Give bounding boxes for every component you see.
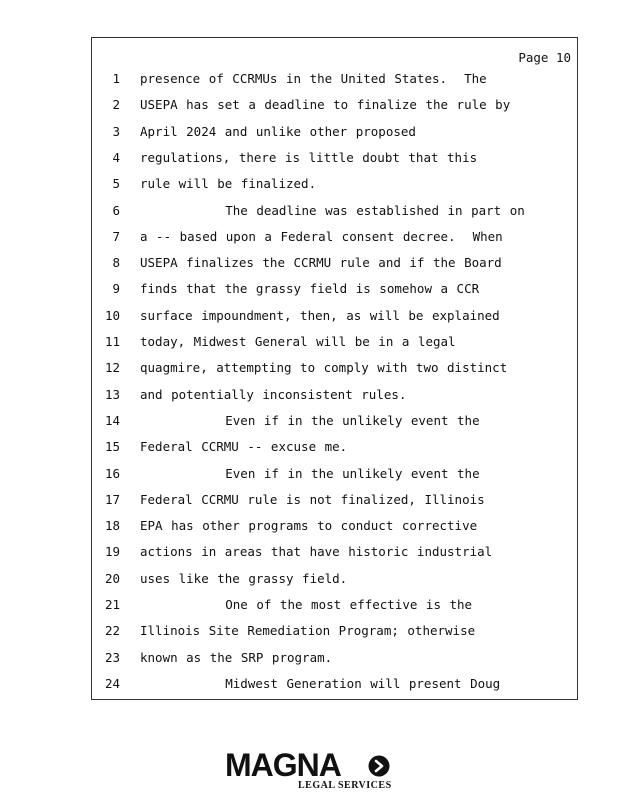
line-text: presence of CCRMUs in the United States. The (140, 71, 487, 86)
line-text: today, Midwest General will be in a legal (140, 334, 456, 349)
transcript-line (92, 385, 577, 405)
line-text: quagmire, attempting to comply with two distinct (140, 360, 508, 376)
line-number: 20 (104, 570, 120, 586)
line-number: 2 (112, 97, 120, 113)
transcript-line (92, 174, 577, 194)
transcript-line (92, 437, 577, 457)
line-text: Even if in the unlikely event the (140, 465, 480, 481)
line-number: 21 (104, 597, 120, 612)
line-text: known as the SRP program. (140, 649, 333, 665)
line-text: Illinois Site Remediation Program; otherwise (140, 623, 476, 639)
line-number: 18 (104, 518, 120, 534)
line-number: 8 (112, 255, 120, 271)
transcript-line (92, 279, 577, 299)
line-number: 16 (104, 465, 120, 481)
transcript-line (92, 69, 577, 89)
transcript-line (92, 358, 577, 378)
transcript-line (92, 332, 577, 352)
transcript-line (92, 542, 577, 562)
transcript-line (92, 621, 577, 641)
magna-logo (225, 748, 405, 793)
line-number: 4 (112, 149, 120, 165)
line-number: 1 (112, 71, 120, 86)
transcript-line (92, 569, 577, 589)
transcript-line (92, 490, 577, 510)
line-number: 11 (104, 334, 120, 349)
transcript-page (91, 37, 578, 700)
line-number: 3 (112, 123, 120, 139)
line-text: uses like the grassy field. (140, 570, 348, 586)
transcript-line (92, 464, 577, 484)
line-number: 22 (104, 623, 120, 639)
transcript-line (92, 411, 577, 431)
transcript-line (92, 595, 577, 615)
transcript-line (92, 95, 577, 115)
line-number: 6 (112, 202, 120, 218)
line-number: 10 (104, 307, 120, 323)
line-number: 17 (104, 491, 120, 507)
line-text: Even if in the unlikely event the (140, 412, 480, 428)
line-number: 23 (104, 649, 120, 665)
line-text: The deadline was established in part on (140, 202, 525, 218)
page-number: Page 10 (518, 50, 571, 65)
line-text: finds that the grassy field is somehow a CCR (140, 281, 480, 297)
line-text: USEPA has set a deadline to finalize the rule by (140, 97, 511, 113)
line-number: 13 (104, 386, 120, 402)
line-text: surface impoundment, then, as will be explained (140, 307, 500, 323)
line-number: 12 (104, 360, 120, 376)
line-number: 19 (104, 544, 120, 560)
line-text: a -- based upon a Federal consent decree. When (140, 228, 503, 244)
line-text: actions in areas that have historic industrial (140, 544, 493, 560)
line-text: Federal CCRMU -- excuse me. (140, 439, 348, 455)
line-text: USEPA finalizes the CCRMU rule and if the Board (140, 255, 502, 271)
transcript-line (92, 227, 577, 247)
transcript-line (92, 253, 577, 273)
transcript-line (92, 122, 577, 142)
line-text: and potentially inconsistent rules. (140, 386, 407, 402)
line-text: Midwest Generation will present Doug (140, 675, 501, 691)
transcript-line (92, 648, 577, 668)
line-text: Federal CCRMU rule is not finalized, Illinois (140, 491, 485, 507)
logo-wordmark: MAGNA (225, 747, 341, 783)
line-number: 5 (112, 176, 120, 192)
transcript-line (92, 674, 577, 694)
logo-tagline: LEGAL SERVICES (298, 780, 392, 791)
transcript-line (92, 201, 577, 221)
transcript-line (92, 516, 577, 536)
line-number: 15 (104, 439, 120, 455)
line-number: 9 (112, 281, 120, 297)
line-number: 24 (104, 675, 120, 691)
chevron-right-circle-icon (368, 755, 390, 777)
transcript-line (92, 148, 577, 168)
line-number: 7 (112, 228, 120, 244)
line-text: EPA has other programs to conduct corrective (140, 518, 478, 534)
line-text: One of the most effective is the (140, 597, 473, 612)
transcript-line (92, 306, 577, 326)
line-text: regulations, there is little doubt that this (140, 149, 478, 165)
line-text: April 2024 and unlike other proposed (140, 123, 416, 139)
line-text: rule will be finalized. (140, 176, 317, 192)
line-number: 14 (104, 412, 120, 428)
